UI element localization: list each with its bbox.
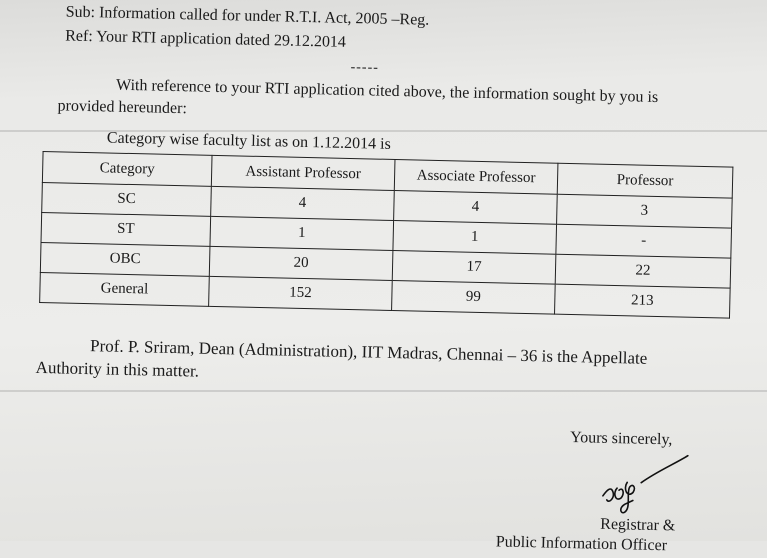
cell-assistant: 20 <box>209 246 393 280</box>
signatory-line-1: Registrar & <box>600 515 676 535</box>
header-category: Category <box>42 152 212 187</box>
cell-associate: 99 <box>392 280 556 314</box>
signatory-line-2: Public Information Officer <box>495 533 668 555</box>
cell-professor: 213 <box>555 284 731 318</box>
subject-line: Sub: Information called for under R.T.I. Act, 2005 –Reg. <box>65 3 430 29</box>
appellate-line-2: Authority in this matter. <box>35 357 200 381</box>
appellate-line-1: Prof. P. Sriram, Dean (Administration), IIT Madras, Chennai – 36 is the Appellate <box>89 336 648 368</box>
cell-category: ST <box>41 213 211 247</box>
divider: ----- <box>350 59 380 76</box>
cell-associate: 4 <box>394 190 558 224</box>
cell-associate: 17 <box>392 250 556 284</box>
cell-professor: - <box>556 224 732 258</box>
cell-assistant: 152 <box>209 276 393 310</box>
cell-associate: 1 <box>393 220 557 254</box>
closing-line: Yours sincerely, <box>570 429 673 449</box>
cell-category: General <box>40 272 210 306</box>
cell-category: SC <box>42 183 212 217</box>
reference-line: Ref: Your RTI application dated 29.12.2014 <box>65 27 347 51</box>
table-caption: Category wise faculty list as on 1.12.2014 is <box>106 129 391 153</box>
cell-professor: 22 <box>555 254 731 288</box>
cell-assistant: 4 <box>211 186 395 220</box>
header-associate-professor: Associate Professor <box>394 160 558 195</box>
paragraph-line-1: With reference to your RTI application cited above, the information sought by you is <box>115 76 659 106</box>
header-assistant-professor: Assistant Professor <box>211 155 395 190</box>
paragraph-line-2: provided hereunder: <box>57 97 188 118</box>
header-professor: Professor <box>557 163 733 198</box>
faculty-table <box>39 151 733 319</box>
cell-assistant: 1 <box>210 216 394 250</box>
signature-icon <box>596 452 694 524</box>
cell-category: OBC <box>40 242 210 276</box>
cell-professor: 3 <box>557 194 733 228</box>
